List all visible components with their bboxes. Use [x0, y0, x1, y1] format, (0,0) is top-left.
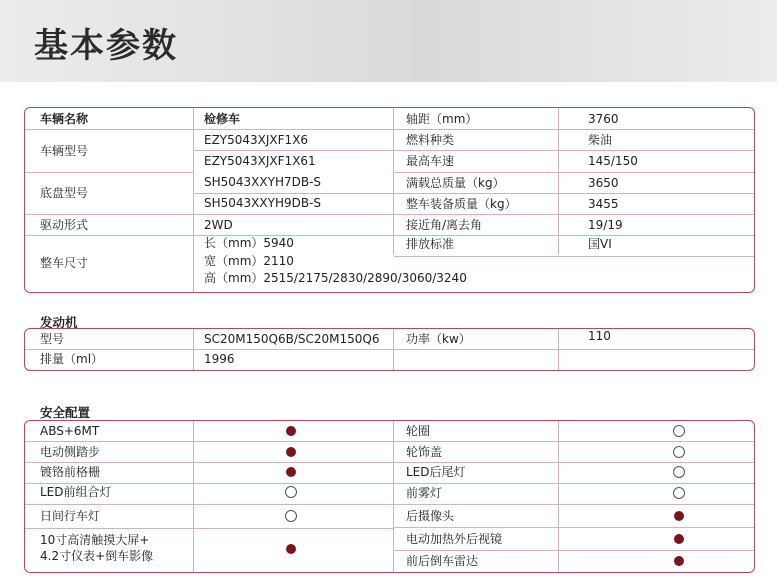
basic-spec-value: 3650 [588, 175, 619, 190]
row-divider [25, 129, 393, 130]
basic-row-value: 宽（mm）2110 [204, 253, 294, 268]
basic-row-value: 长（mm）5940 [204, 236, 294, 250]
page-title: 基本参数 [34, 26, 178, 66]
column-divider [193, 108, 194, 292]
engine-power-value: 110 [588, 329, 611, 343]
standard-marker-icon [674, 534, 684, 544]
row-divider [394, 150, 754, 151]
basic-spec-label: 满载总质量（kg） [406, 175, 505, 190]
basic-spec-label: 接近角/离去角 [406, 217, 483, 232]
row-divider [394, 441, 754, 442]
row-divider [25, 462, 393, 463]
basic-spec-label: 轴距（mm） [406, 111, 478, 126]
safety-item-label: 电动侧踏步 [40, 444, 101, 459]
safety-item-label: ABS+6MT [40, 424, 100, 438]
standard-marker-icon [286, 544, 296, 554]
safety-item-label: 10寸高清触摸大屏+ [40, 533, 150, 547]
engine-row-label: 型号 [40, 331, 65, 346]
page-header [0, 0, 777, 82]
row-divider [394, 256, 754, 257]
standard-marker-icon [286, 447, 296, 457]
column-divider [193, 421, 194, 572]
basic-spec-label: 燃料种类 [406, 132, 455, 147]
safety-item-label: 前雾灯 [406, 485, 443, 500]
standard-marker-icon [674, 556, 684, 566]
engine-section-title: 发动机 [40, 315, 78, 330]
safety-item-label: 镀铬前格栅 [40, 464, 101, 479]
basic-row-value: EZY5043XJXF1X6 [204, 132, 309, 147]
row-divider [394, 172, 754, 173]
row-divider [394, 550, 754, 551]
basic-spec-label: 排放标准 [406, 237, 455, 251]
basic-table-border [24, 107, 755, 293]
column-divider [558, 329, 559, 370]
basic-spec-value: 145/150 [588, 154, 638, 168]
row-divider [394, 129, 754, 130]
basic-row-value: 高（mm）2515/2175/2830/2890/3060/3240 [204, 270, 467, 285]
row-divider [25, 349, 754, 350]
standard-marker-icon [286, 426, 296, 436]
safety-item-label: 轮饰盖 [406, 444, 443, 459]
optional-marker-icon [673, 446, 685, 458]
row-divider [394, 483, 754, 484]
basic-spec-value: 19/19 [588, 217, 623, 232]
basic-row-label: 底盘型号 [40, 185, 89, 200]
optional-marker-icon [285, 510, 297, 522]
row-divider [394, 462, 754, 463]
basic-row-label: 车辆型号 [40, 143, 89, 158]
basic-row-value: 2WD [204, 217, 233, 232]
row-divider [394, 504, 754, 505]
standard-marker-icon [674, 511, 684, 521]
safety-item-label: 后摄像头 [406, 508, 455, 523]
row-divider [394, 235, 754, 236]
standard-marker-icon [286, 467, 296, 477]
safety-item-label: 日间行车灯 [40, 508, 101, 523]
safety-section-title: 安全配置 [40, 405, 91, 420]
safety-item-label: LED后尾灯 [406, 465, 466, 479]
row-divider [25, 483, 393, 484]
row-divider [193, 150, 393, 151]
safety-item-label: 轮圈 [406, 424, 431, 438]
basic-spec-label: 整车装备质量（kg） [406, 196, 517, 211]
basic-spec-value: 国VI [588, 237, 612, 251]
optional-marker-icon [285, 486, 297, 498]
basic-spec-value: 3455 [588, 196, 619, 211]
row-divider [25, 172, 193, 173]
row-divider [193, 193, 393, 194]
safety-item-label: 4.2寸仪表+倒车影像 [40, 549, 154, 563]
basic-row-value: SH5043XXYH9DB-S [204, 196, 322, 210]
row-divider [394, 214, 754, 215]
row-divider [25, 528, 393, 529]
basic-row-value: SH5043XXYH7DB-S [204, 175, 322, 189]
basic-row-label: 车辆名称 [40, 111, 89, 126]
row-divider [25, 504, 393, 505]
engine-power-label: 功率（kw） [406, 332, 471, 346]
basic-row-label: 整车尺寸 [40, 256, 89, 270]
optional-marker-icon [673, 487, 685, 499]
basic-spec-value: 柴油 [588, 132, 613, 147]
safety-item-label: LED前组合灯 [40, 485, 112, 499]
column-divider [193, 329, 194, 370]
row-divider [25, 441, 393, 442]
engine-row-value: SC20M150Q6B/SC20M150Q6 [204, 331, 380, 346]
optional-marker-icon [673, 425, 685, 437]
safety-item-label: 前后倒车雷达 [406, 554, 479, 568]
basic-row-label: 驱动形式 [40, 217, 89, 232]
row-divider [394, 527, 754, 528]
basic-spec-value: 3760 [588, 111, 619, 126]
row-divider [394, 193, 754, 194]
column-divider [558, 108, 559, 255]
safety-item-label: 电动加热外后视镜 [406, 531, 503, 546]
row-divider [25, 214, 393, 215]
column-divider [393, 329, 394, 370]
engine-row-label: 排量（ml） [40, 352, 104, 366]
column-divider [393, 108, 394, 255]
basic-spec-label: 最高车速 [406, 154, 455, 168]
optional-marker-icon [673, 466, 685, 478]
basic-row-value: EZY5043XJXF1X61 [204, 153, 316, 168]
basic-row-value: 检修车 [204, 111, 241, 126]
engine-row-value: 1996 [204, 352, 235, 366]
